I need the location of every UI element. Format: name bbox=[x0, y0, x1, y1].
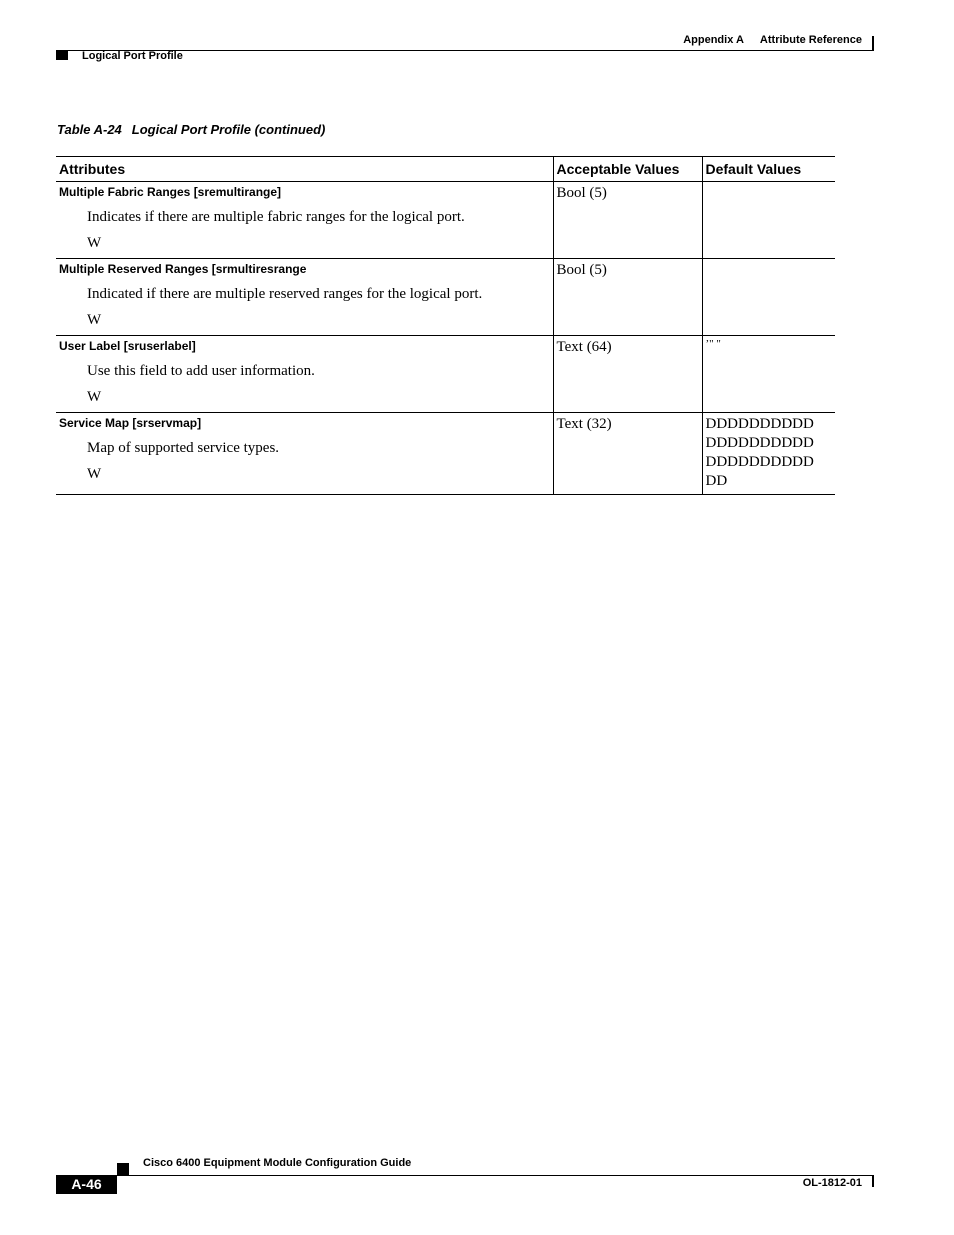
default-value-cell bbox=[702, 182, 835, 259]
column-header-acceptable-values: Acceptable Values bbox=[553, 157, 702, 182]
header-tick-mark bbox=[872, 36, 874, 51]
attribute-description: Map of supported service types. bbox=[87, 440, 280, 456]
header-marker-box bbox=[56, 50, 68, 60]
page-number-badge: A-46 bbox=[56, 1175, 117, 1194]
table-title: Logical Port Profile (continued) bbox=[131, 122, 326, 137]
attribute-description: Use this field to add user information. bbox=[87, 363, 315, 379]
default-value-line: DD bbox=[705, 473, 728, 489]
attribute-access-flag: W bbox=[87, 235, 102, 251]
acceptable-value: Bool (5) bbox=[556, 185, 607, 201]
footer-doc-id: OL-1812-01 bbox=[802, 1177, 862, 1189]
acceptable-value-cell bbox=[553, 336, 702, 413]
acceptable-value-cell bbox=[553, 413, 702, 495]
attribute-description: Indicates if there are multiple fabric ranges for the logical port. bbox=[87, 209, 465, 225]
column-header-attributes: Attributes bbox=[56, 157, 553, 182]
header-appendix: Appendix A bbox=[683, 34, 744, 46]
footer-guide-title: Cisco 6400 Equipment Module Configuration Guide bbox=[143, 1157, 412, 1169]
default-value-line: DDDDDDDDDD bbox=[705, 454, 814, 470]
footer-rule bbox=[117, 1175, 874, 1176]
attribute-cell bbox=[56, 182, 553, 259]
header-section: Attribute Reference bbox=[759, 34, 862, 46]
attribute-name: User Label [sruserlabel] bbox=[59, 339, 196, 353]
default-value: ’" " bbox=[705, 338, 721, 350]
attribute-cell bbox=[56, 259, 553, 336]
attribute-access-flag: W bbox=[87, 312, 102, 328]
table-caption bbox=[57, 122, 325, 137]
attribute-description: Indicated if there are multiple reserved ranges for the logical port. bbox=[87, 286, 483, 302]
attribute-access-flag: W bbox=[87, 466, 102, 482]
acceptable-value-cell bbox=[553, 182, 702, 259]
attribute-cell bbox=[56, 336, 553, 413]
table-row bbox=[56, 413, 835, 495]
table-number: Table A-24 bbox=[57, 122, 122, 137]
running-header bbox=[683, 34, 862, 46]
default-value bbox=[706, 415, 833, 491]
attribute-name: Service Map [srservmap] bbox=[59, 416, 202, 430]
footer-marker-box bbox=[117, 1163, 129, 1175]
table-header-row bbox=[56, 157, 835, 182]
header-subsection: Logical Port Profile bbox=[82, 50, 183, 62]
attribute-table bbox=[56, 156, 835, 495]
acceptable-value: Text (32) bbox=[556, 416, 612, 432]
attribute-access-flag: W bbox=[87, 389, 102, 405]
acceptable-value-cell bbox=[553, 259, 702, 336]
attribute-cell bbox=[56, 413, 553, 495]
table-row bbox=[56, 259, 835, 336]
column-header-default-values: Default Values bbox=[702, 157, 835, 182]
default-value-cell bbox=[702, 259, 835, 336]
default-value-line: DDDDDDDDDD bbox=[705, 416, 814, 432]
table-row bbox=[56, 336, 835, 413]
acceptable-value: Text (64) bbox=[556, 339, 612, 355]
attribute-name: Multiple Fabric Ranges [sremultirange] bbox=[59, 185, 282, 199]
default-value-cell bbox=[702, 413, 835, 495]
table-row bbox=[56, 182, 835, 259]
default-value-line: DDDDDDDDDD bbox=[705, 435, 814, 451]
default-value-cell bbox=[702, 336, 835, 413]
attribute-name: Multiple Reserved Ranges [srmultiresrange bbox=[59, 262, 307, 276]
acceptable-value: Bool (5) bbox=[556, 262, 607, 278]
footer-tick-mark bbox=[872, 1175, 874, 1187]
